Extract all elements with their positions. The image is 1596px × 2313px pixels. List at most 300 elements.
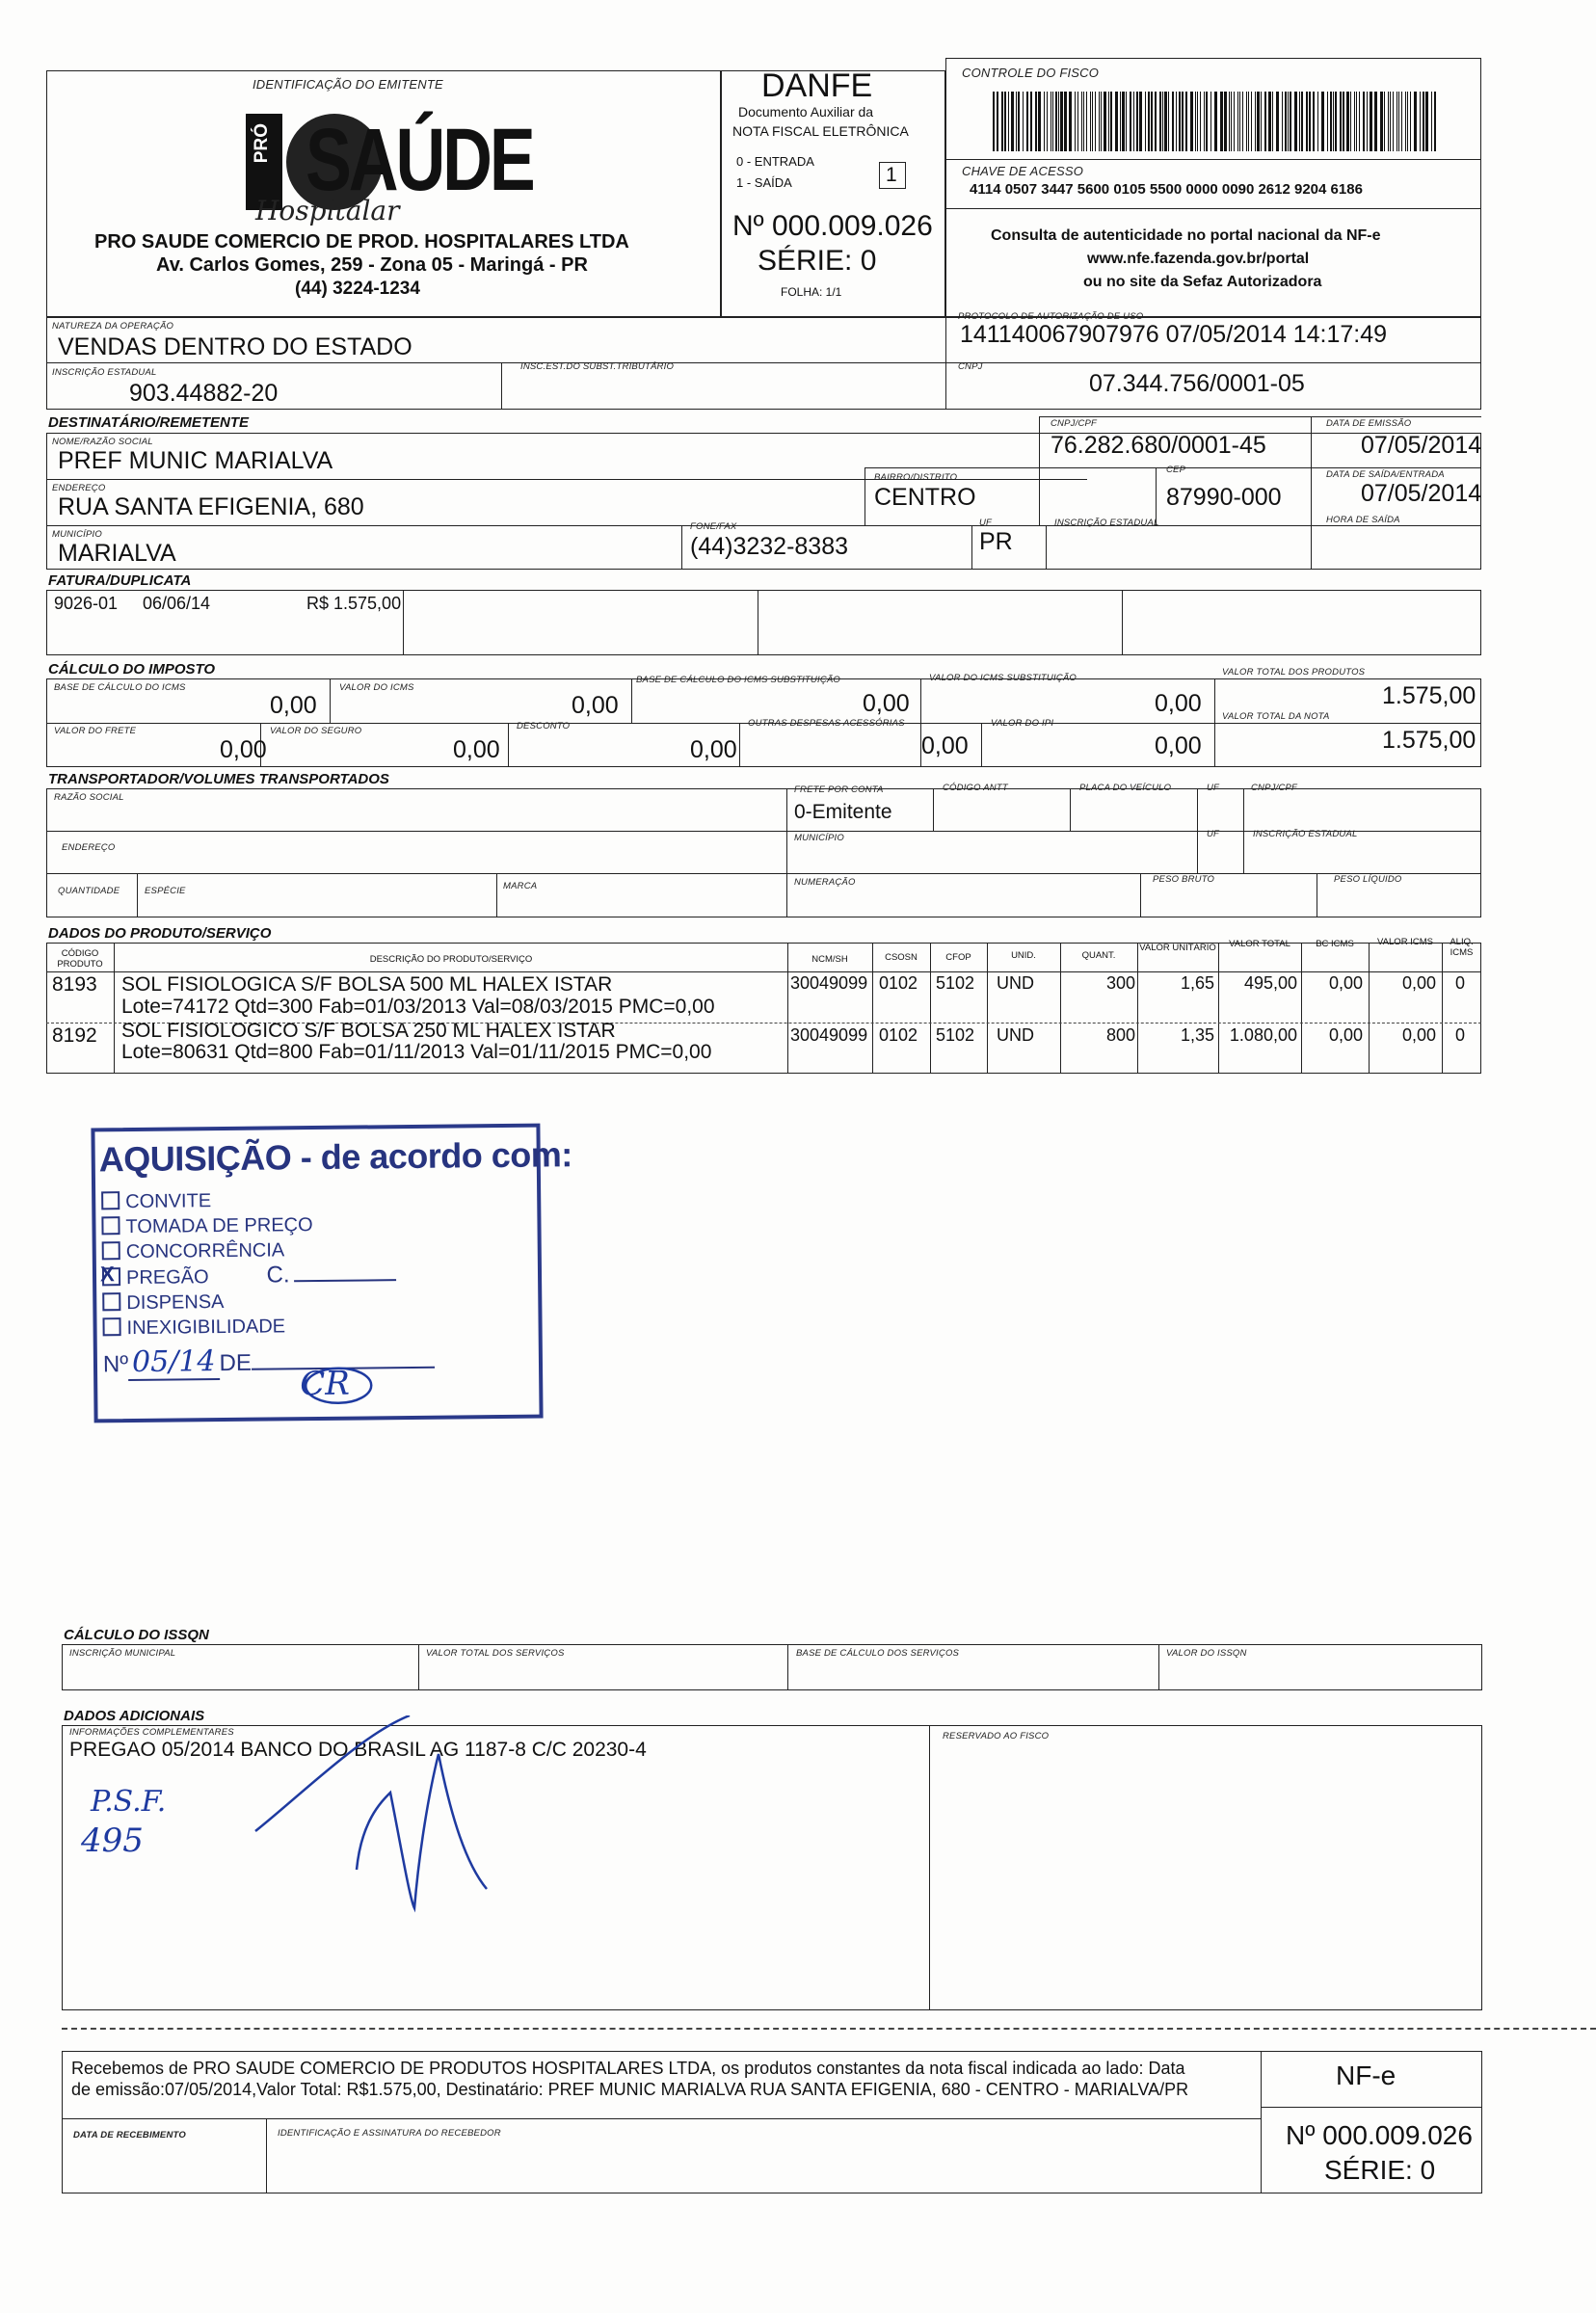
fatura-numero: 9026-01 (54, 594, 119, 613)
barcode-bar (1108, 92, 1109, 151)
col-total: VALOR TOTAL (1229, 939, 1290, 949)
row1-aliq: 0 (1455, 973, 1466, 993)
transp-peso-bruto-label: PESO BRUTO (1153, 874, 1215, 885)
barcode-bar (1380, 92, 1383, 151)
barcode-bar (1251, 92, 1252, 151)
barcode-bar (1086, 92, 1087, 151)
barcode-bar (1172, 92, 1174, 151)
adicionais-section: DADOS ADICIONAIS (64, 1708, 205, 1724)
barcode-bar (1333, 92, 1334, 151)
row1-descricao: SOL FISIOLOGICA S/F BOLSA 500 ML HALEX ISTAR (121, 973, 613, 996)
ipi-label: VALOR DO IPI (991, 718, 1054, 729)
barcode-bar (1367, 92, 1368, 151)
barcode-bar (1139, 92, 1142, 151)
row2-codigo: 8192 (52, 1024, 97, 1047)
desconto-label: DESCONTO (517, 721, 571, 731)
barcode-bar (1151, 92, 1153, 151)
transp-endereco-label: ENDEREÇO (62, 842, 116, 853)
barcode-bar (1282, 92, 1283, 151)
desconto-value: 0,00 (690, 736, 737, 763)
transp-placa-label: PLACA DO VEÍCULO (1079, 783, 1172, 793)
barcode-bar (1058, 92, 1059, 151)
transporte-section: TRANSPORTADOR/VOLUMES TRANSPORTADOS (48, 771, 389, 787)
danfe-serie: SÉRIE: 0 (758, 245, 877, 277)
seguro-value: 0,00 (453, 736, 500, 763)
barcode-bar (1038, 92, 1041, 151)
danfe-folha: FOLHA: 1/1 (781, 285, 842, 299)
barcode-bar (1359, 92, 1360, 151)
stamp-option-concorrencia: CONCORRÊNCIA (102, 1236, 396, 1264)
barcode-bar (1255, 92, 1256, 151)
barcode-bar (1248, 92, 1249, 151)
barcode-bar (1231, 92, 1232, 151)
transp-uf2-label: UF (1207, 829, 1220, 839)
transp-peso-liquido-label: PESO LÍQUIDO (1334, 874, 1402, 885)
handwritten-495: 495 (81, 1821, 144, 1860)
transp-ie-label: INSCRIÇÃO ESTADUAL (1253, 829, 1358, 839)
frete-label: VALOR DO FRETE (54, 726, 137, 736)
barcode-bar (1055, 92, 1057, 151)
protocolo-label: PROTOCOLO DE AUTORIZAÇÃO DE USO (958, 311, 1144, 322)
col-aliq: ALIQ. ICMS (1450, 937, 1474, 958)
cnpj-emitente-label: CNPJ (958, 361, 983, 372)
barcode-bar (1261, 92, 1262, 151)
checked-box-icon: X (102, 1267, 120, 1286)
stamp-signature-ink (280, 1360, 397, 1413)
barcode-bar (1190, 92, 1193, 151)
barcode-bar (1384, 92, 1385, 151)
stamp-title: AQUISIÇÃO - de acordo com: (98, 1134, 573, 1180)
dest-cep-label: CEP (1166, 465, 1186, 475)
barcode-bar (1136, 92, 1138, 151)
barcode-bar (1346, 92, 1349, 151)
barcode-bar (1246, 92, 1247, 151)
checkbox-icon (102, 1241, 120, 1260)
dest-endereco-label: ENDEREÇO (52, 483, 106, 493)
issqn-valor-label: VALOR DO ISSQN (1166, 1648, 1247, 1659)
total-nota-label: VALOR TOTAL DA NOTA (1222, 711, 1330, 722)
barcode-bar (1077, 92, 1078, 151)
stamp-option-convite: CONVITE (101, 1186, 395, 1214)
danfe-entrada: 0 - ENTRADA (736, 154, 814, 169)
dest-cep: 87990-000 (1166, 484, 1282, 511)
fatura-valor: R$ 1.575,00 (306, 594, 402, 613)
protocolo-value: 141140067907976 07/05/2014 14:17:49 (960, 321, 1388, 348)
barcode-bar (1242, 92, 1243, 151)
barcode-bar (1115, 92, 1118, 151)
outras-label: OUTRAS DESPESAS ACESSÓRIAS (748, 718, 905, 729)
controle-label: CONTROLE DO FISCO (962, 66, 1100, 80)
valor-st-label: VALOR DO ICMS SUBSTITUIÇÃO (929, 673, 1077, 683)
consulta-line-3: ou no site da Sefaz Autorizadora (1083, 274, 1322, 290)
barcode-bar (1204, 92, 1205, 151)
canhoto-numero: Nº 000.009.026 (1286, 2120, 1473, 2150)
transp-numeracao-label: NUMERAÇÃO (794, 877, 856, 888)
barcode-bar (1018, 92, 1020, 151)
barcode-bar (1008, 92, 1009, 151)
barcode-bar (1363, 92, 1365, 151)
barcode-bar (1120, 92, 1121, 151)
logo-top-text: PRÓ (252, 123, 272, 164)
barcode-bar (1285, 92, 1287, 151)
ie-st-label: INSC.EST.DO SUBST.TRIBUTÁRIO (520, 361, 675, 372)
dest-bairro-label: BAIRRO/DISTRITO (874, 472, 958, 483)
base-st-label: BASE DE CÁLCULO DO ICMS SUBSTITUIÇÃO (636, 675, 841, 685)
base-icms-value: 0,00 (270, 692, 317, 719)
row1-quant: 300 (1105, 973, 1135, 993)
total-produtos-label: VALOR TOTAL DOS PRODUTOS (1222, 667, 1366, 678)
barcode (993, 92, 1436, 151)
barcode-bar (1206, 92, 1208, 151)
barcode-bar (1176, 92, 1177, 151)
base-icms-label: BASE DE CÁLCULO DO ICMS (54, 682, 186, 693)
row2-aliq: 0 (1455, 1025, 1466, 1045)
barcode-bar (1268, 92, 1271, 151)
chave-label: CHAVE DE ACESSO (962, 164, 1084, 178)
barcode-bar (1401, 92, 1402, 151)
barcode-bar (1321, 92, 1324, 151)
barcode-bar (1317, 92, 1318, 151)
barcode-bar (1434, 92, 1436, 151)
barcode-bar (1035, 92, 1037, 151)
transp-cnpj-label: CNPJ/CPF (1251, 783, 1298, 793)
valor-st-value: 0,00 (1155, 690, 1202, 717)
canhoto-nfe: NF-e (1336, 2060, 1396, 2090)
barcode-bar (1214, 92, 1217, 151)
barcode-bar (1237, 92, 1238, 151)
barcode-bar (1047, 92, 1048, 151)
barcode-bar (1110, 92, 1112, 151)
barcode-bar (1133, 92, 1134, 151)
barcode-bar (1327, 92, 1328, 151)
barcode-bar (1390, 92, 1391, 151)
frete-value: 0,00 (220, 736, 267, 763)
barcode-bar (1104, 92, 1106, 151)
transp-frete-label: FRETE POR CONTA (794, 784, 884, 795)
stamp-option-tomada: TOMADA DE PREÇO (101, 1211, 395, 1239)
col-unid: UNID. (1011, 950, 1036, 961)
barcode-bar (1197, 92, 1198, 151)
col-cfop: CFOP (945, 952, 971, 963)
barcode-bar (1030, 92, 1032, 151)
barcode-bar (1179, 92, 1181, 151)
barcode-bar (1388, 92, 1389, 151)
barcode-bar (1398, 92, 1399, 151)
base-st-value: 0,00 (863, 690, 910, 717)
barcode-bar (1095, 92, 1096, 151)
row1-total: 495,00 (1243, 973, 1297, 993)
col-bc: BC ICMS (1316, 939, 1354, 949)
consulta-line-1: Consulta de autenticidade no portal nacional da NF-e (991, 227, 1381, 244)
barcode-bar (1004, 92, 1006, 151)
dest-nome-label: NOME/RAZÃO SOCIAL (52, 437, 153, 447)
row2-unid: UND (997, 1025, 1034, 1045)
row1-codigo: 8193 (52, 973, 97, 996)
col-descricao: DESCRIÇÃO DO PRODUTO/SERVIÇO (369, 954, 533, 965)
barcode-bar (1200, 92, 1201, 151)
logo-sub: Hospitalar (255, 195, 400, 226)
stamp-signature: CR (299, 1364, 351, 1404)
emitente-address: Av. Carlos Gomes, 259 - Zona 05 - Maringá - PR (156, 254, 588, 276)
valor-icms-value: 0,00 (572, 692, 619, 719)
row1-vicms: 0,00 (1401, 973, 1436, 993)
ipi-value: 0,00 (1155, 732, 1202, 759)
barcode-bar (1405, 92, 1406, 151)
barcode-bar (1234, 92, 1235, 151)
dest-nome: PREF MUNIC MARIALVA (58, 447, 333, 474)
transp-municipio-label: MUNICÍPIO (794, 833, 844, 843)
barcode-bar (1162, 92, 1163, 151)
barcode-bar (1168, 92, 1169, 151)
barcode-bar (1220, 92, 1223, 151)
checkbox-icon (101, 1191, 120, 1210)
transp-uf-label: UF (1207, 783, 1220, 793)
row2-csosn: 0102 (879, 1025, 918, 1045)
barcode-bar (1301, 92, 1303, 151)
dest-uf-label: UF (979, 518, 993, 528)
barcode-bar (1276, 92, 1279, 151)
barcode-bar (1264, 92, 1266, 151)
dest-municipio: MARIALVA (58, 540, 176, 567)
chave-acesso: 4114 0507 3447 5600 0105 5500 0000 0090 2612 9204 6186 (970, 181, 1363, 198)
barcode-bar (1306, 92, 1308, 151)
barcode-bar (1313, 92, 1315, 151)
barcode-bar (1122, 92, 1125, 151)
col-ncm: NCM/SH (811, 954, 848, 965)
issqn-base-label: BASE DE CÁLCULO DOS SERVIÇOS (796, 1648, 960, 1659)
transp-especie-label: ESPÉCIE (145, 886, 186, 896)
barcode-bar (1410, 92, 1411, 151)
barcode-bar (1330, 92, 1332, 151)
stamp-option-dispensa: DISPENSA (102, 1288, 396, 1316)
transp-frete: 0-Emitente (794, 801, 892, 823)
barcode-bar (1224, 92, 1227, 151)
cnpj-emitente-value: 07.344.756/0001-05 (1089, 370, 1305, 397)
barcode-bar (1299, 92, 1300, 151)
danfe-saida: 1 - SAÍDA (736, 175, 792, 190)
row2-unitario: 1,35 (1180, 1025, 1214, 1045)
barcode-bar (1185, 92, 1187, 151)
fatura-vencimento: 06/06/14 (143, 594, 211, 613)
barcode-bar (1130, 92, 1131, 151)
dest-bairro: CENTRO (874, 484, 976, 511)
issqn-im-label: INSCRIÇÃO MUNICIPAL (69, 1648, 176, 1659)
checkbox-icon (102, 1292, 120, 1311)
col-codigo: CÓDIGO PRODUTO (57, 948, 103, 970)
dest-uf: PR (979, 528, 1013, 555)
checkbox-icon (101, 1216, 120, 1235)
barcode-bar (1044, 92, 1045, 151)
barcode-bar (993, 92, 995, 151)
danfe-title: DANFE (761, 67, 873, 104)
transp-marca-label: MARCA (503, 881, 538, 891)
emitente-name: PRO SAUDE COMERCIO DE PROD. HOSPITALARES LTDA (94, 231, 629, 253)
seguro-label: VALOR DO SEGURO (270, 726, 362, 736)
issqn-box (62, 1644, 1482, 1690)
barcode-bar (1343, 92, 1344, 151)
issqn-total-label: VALOR TOTAL DOS SERVIÇOS (426, 1648, 565, 1659)
row2-lote: Lote=80631 Qtd=800 Fab=01/11/2013 Val=01/11/2015 PMC=0,00 (121, 1041, 712, 1063)
barcode-bar (997, 92, 998, 151)
row2-cfop: 5102 (936, 1025, 975, 1045)
barcode-bar (1354, 92, 1355, 151)
col-quant: QUANT. (1081, 950, 1116, 961)
ie-value: 903.44882-20 (129, 380, 279, 407)
barcode-bar (1288, 92, 1289, 151)
row1-bc: 0,00 (1328, 973, 1363, 993)
barcode-bar (1239, 92, 1240, 151)
dest-fone: (44)3232-8383 (690, 533, 849, 560)
handwritten-psf: P.S.F. (91, 1785, 167, 1819)
destinatario-section: DESTINATÁRIO/REMETENTE (48, 414, 250, 431)
barcode-bar (1210, 92, 1211, 151)
dest-saida: 07/05/2014 (1361, 480, 1482, 507)
dest-saida-label: DATA DE SAÍDA/ENTRADA (1326, 469, 1445, 480)
row2-vicms: 0,00 (1401, 1025, 1436, 1045)
col-csosn: CSOSN (885, 952, 918, 963)
barcode-bar (1374, 92, 1377, 151)
row1-lote: Lote=74172 Qtd=300 Fab=01/03/2013 Val=08/03/2015 PMC=0,00 (121, 996, 715, 1018)
barcode-bar (1081, 92, 1082, 151)
natureza-value: VENDAS DENTRO DO ESTADO (58, 333, 412, 360)
signature-scribble (246, 1715, 535, 1918)
barcode-bar (1407, 92, 1408, 151)
barcode-bar (1420, 92, 1421, 151)
barcode-bar (1370, 92, 1372, 151)
natureza-label: NATUREZA DA OPERAÇÃO (52, 321, 174, 332)
barcode-bar (1145, 92, 1146, 151)
ie-label: INSCRIÇÃO ESTADUAL (52, 367, 157, 378)
total-nota-value: 1.575,00 (1382, 727, 1476, 754)
dest-fone-label: FONE/FAX (690, 521, 737, 532)
barcode-bar (1290, 92, 1291, 151)
barcode-bar (1060, 92, 1063, 151)
valor-icms-label: VALOR DO ICMS (339, 682, 414, 693)
barcode-bar (1425, 92, 1428, 151)
danfe-tipo: 1 (886, 164, 897, 186)
barcode-bar (1414, 92, 1417, 151)
barcode-bar (1340, 92, 1342, 151)
barcode-bar (1023, 92, 1024, 151)
barcode-bar (1083, 92, 1084, 151)
stamp-option-inexigibilidade: INEXIGIBILIDADE (102, 1313, 396, 1341)
barcode-bar (1431, 92, 1432, 151)
dest-hora-label: HORA DE SAÍDA (1326, 515, 1400, 525)
row2-quant: 800 (1105, 1025, 1135, 1045)
stamp-numero-line: Nº 05/14 DE (103, 1343, 435, 1380)
row2-ncm: 30049099 (790, 1025, 868, 1045)
barcode-bar (1159, 92, 1161, 151)
barcode-bar (1309, 92, 1311, 151)
row2-total: 1.080,00 (1229, 1025, 1297, 1045)
produtos-section: DADOS DO PRODUTO/SERVIÇO (48, 925, 272, 942)
row1-cfop: 5102 (936, 973, 975, 993)
danfe-numero: Nº 000.009.026 (732, 210, 933, 242)
transporte-box (46, 788, 1481, 917)
barcode-bar (1101, 92, 1102, 151)
row2-descricao: SOL FISIOLOGICO S/F BOLSA 250 ML HALEX ISTAR (121, 1020, 616, 1042)
barcode-bar (1099, 92, 1100, 151)
checkbox-icon (102, 1317, 120, 1336)
row1-unid: UND (997, 973, 1034, 993)
barcode-bar (1335, 92, 1337, 151)
barcode-bar (1001, 92, 1003, 151)
col-unitario: VALOR UNITÁRIO (1139, 943, 1216, 953)
issqn-section: CÁLCULO DO ISSQN (64, 1627, 209, 1643)
barcode-bar (1393, 92, 1394, 151)
col-vicms: VALOR ICMS (1377, 937, 1433, 947)
emitente-phone: (44) 3224-1234 (295, 279, 420, 299)
logo-word: SAÚDE (306, 111, 533, 209)
fatura-section: FATURA/DUPLICATA (48, 572, 192, 589)
barcode-bar (1229, 92, 1230, 151)
imposto-section: CÁLCULO DO IMPOSTO (48, 661, 216, 678)
dest-cnpj-label: CNPJ/CPF (1051, 418, 1098, 429)
barcode-bar (1195, 92, 1196, 151)
canhoto-texto-1: Recebemos de PRO SAUDE COMERCIO DE PRODUTOS HOSPITALARES LTDA, os produtos constantes da nota fiscal indicada ao lado: Data (71, 2059, 1185, 2078)
transp-antt-label: CÓDIGO ANTT (943, 783, 1008, 793)
info-value: PREGAO 05/2014 BANCO DO BRASIL AG 1187-8 C/C 20230-4 (69, 1739, 647, 1761)
dest-municipio-label: MUNICÍPIO (52, 529, 102, 540)
barcode-bar (1396, 92, 1397, 151)
row1-ncm: 30049099 (790, 973, 868, 993)
barcode-bar (1011, 92, 1014, 151)
barcode-bar (1356, 92, 1357, 151)
barcode-bar (1126, 92, 1127, 151)
row1-unitario: 1,65 (1180, 973, 1214, 993)
dest-emissao-label: DATA DE EMISSÃO (1326, 418, 1412, 429)
barcode-bar (1064, 92, 1067, 151)
emitente-section-label: IDENTIFICAÇÃO DO EMITENTE (253, 77, 443, 92)
barcode-bar (1294, 92, 1297, 151)
danfe-subtitle-1: Documento Auxiliar da (738, 104, 874, 120)
barcode-bar (1257, 92, 1260, 151)
dest-cnpj: 76.282.680/0001-45 (1051, 432, 1266, 459)
canhoto-texto-2: de emissão:07/05/2014,Valor Total: R$1.575,00, Destinatário: PREF MUNIC MARIALVA RUA SANTA EFIGENIA, 680 - CENTRO - MARIALVA/PR (71, 2080, 1189, 2099)
barcode-bar (1164, 92, 1167, 151)
info-label: INFORMAÇÕES COMPLEMENTARES (69, 1727, 234, 1738)
barcode-bar (1148, 92, 1150, 151)
consulta-line-2: www.nfe.fazenda.gov.br/portal (1087, 251, 1310, 267)
dest-ie-label: INSCRIÇÃO ESTADUAL (1054, 518, 1159, 528)
barcode-bar (1092, 92, 1093, 151)
stamp-option-pregao: X PREGÃO C. (102, 1262, 396, 1290)
barcode-bar (1069, 92, 1072, 151)
transp-razao-label: RAZÃO SOCIAL (54, 792, 124, 803)
barcode-bar (1075, 92, 1076, 151)
barcode-bar (1272, 92, 1273, 151)
danfe-subtitle-2: NOTA FISCAL ELETRÔNICA (732, 123, 909, 139)
total-produtos-value: 1.575,00 (1382, 682, 1476, 709)
fatura-box (46, 590, 1481, 655)
barcode-bar (1026, 92, 1028, 151)
dest-endereco: RUA SANTA EFIGENIA, 680 (58, 493, 364, 520)
canhoto-serie: SÉRIE: 0 (1324, 2155, 1436, 2185)
row2-bc: 0,00 (1328, 1025, 1363, 1045)
aquisicao-stamp (91, 1124, 573, 1423)
barcode-bar (1052, 92, 1053, 151)
dest-emissao: 07/05/2014 (1361, 432, 1482, 459)
barcode-bar (1090, 92, 1091, 151)
stamp-options (101, 1186, 396, 1341)
canhoto-data-label: DATA DE RECEBIMENTO (73, 2130, 186, 2140)
transp-quantidade-label: QUANTIDADE (58, 886, 120, 896)
row1-csosn: 0102 (879, 973, 918, 993)
barcode-bar (1350, 92, 1351, 151)
company-logo (246, 106, 533, 226)
fisco-label: RESERVADO AO FISCO (943, 1731, 1050, 1741)
canhoto-assinatura-label: IDENTIFICAÇÃO E ASSINATURA DO RECEBEDOR (278, 2128, 501, 2139)
